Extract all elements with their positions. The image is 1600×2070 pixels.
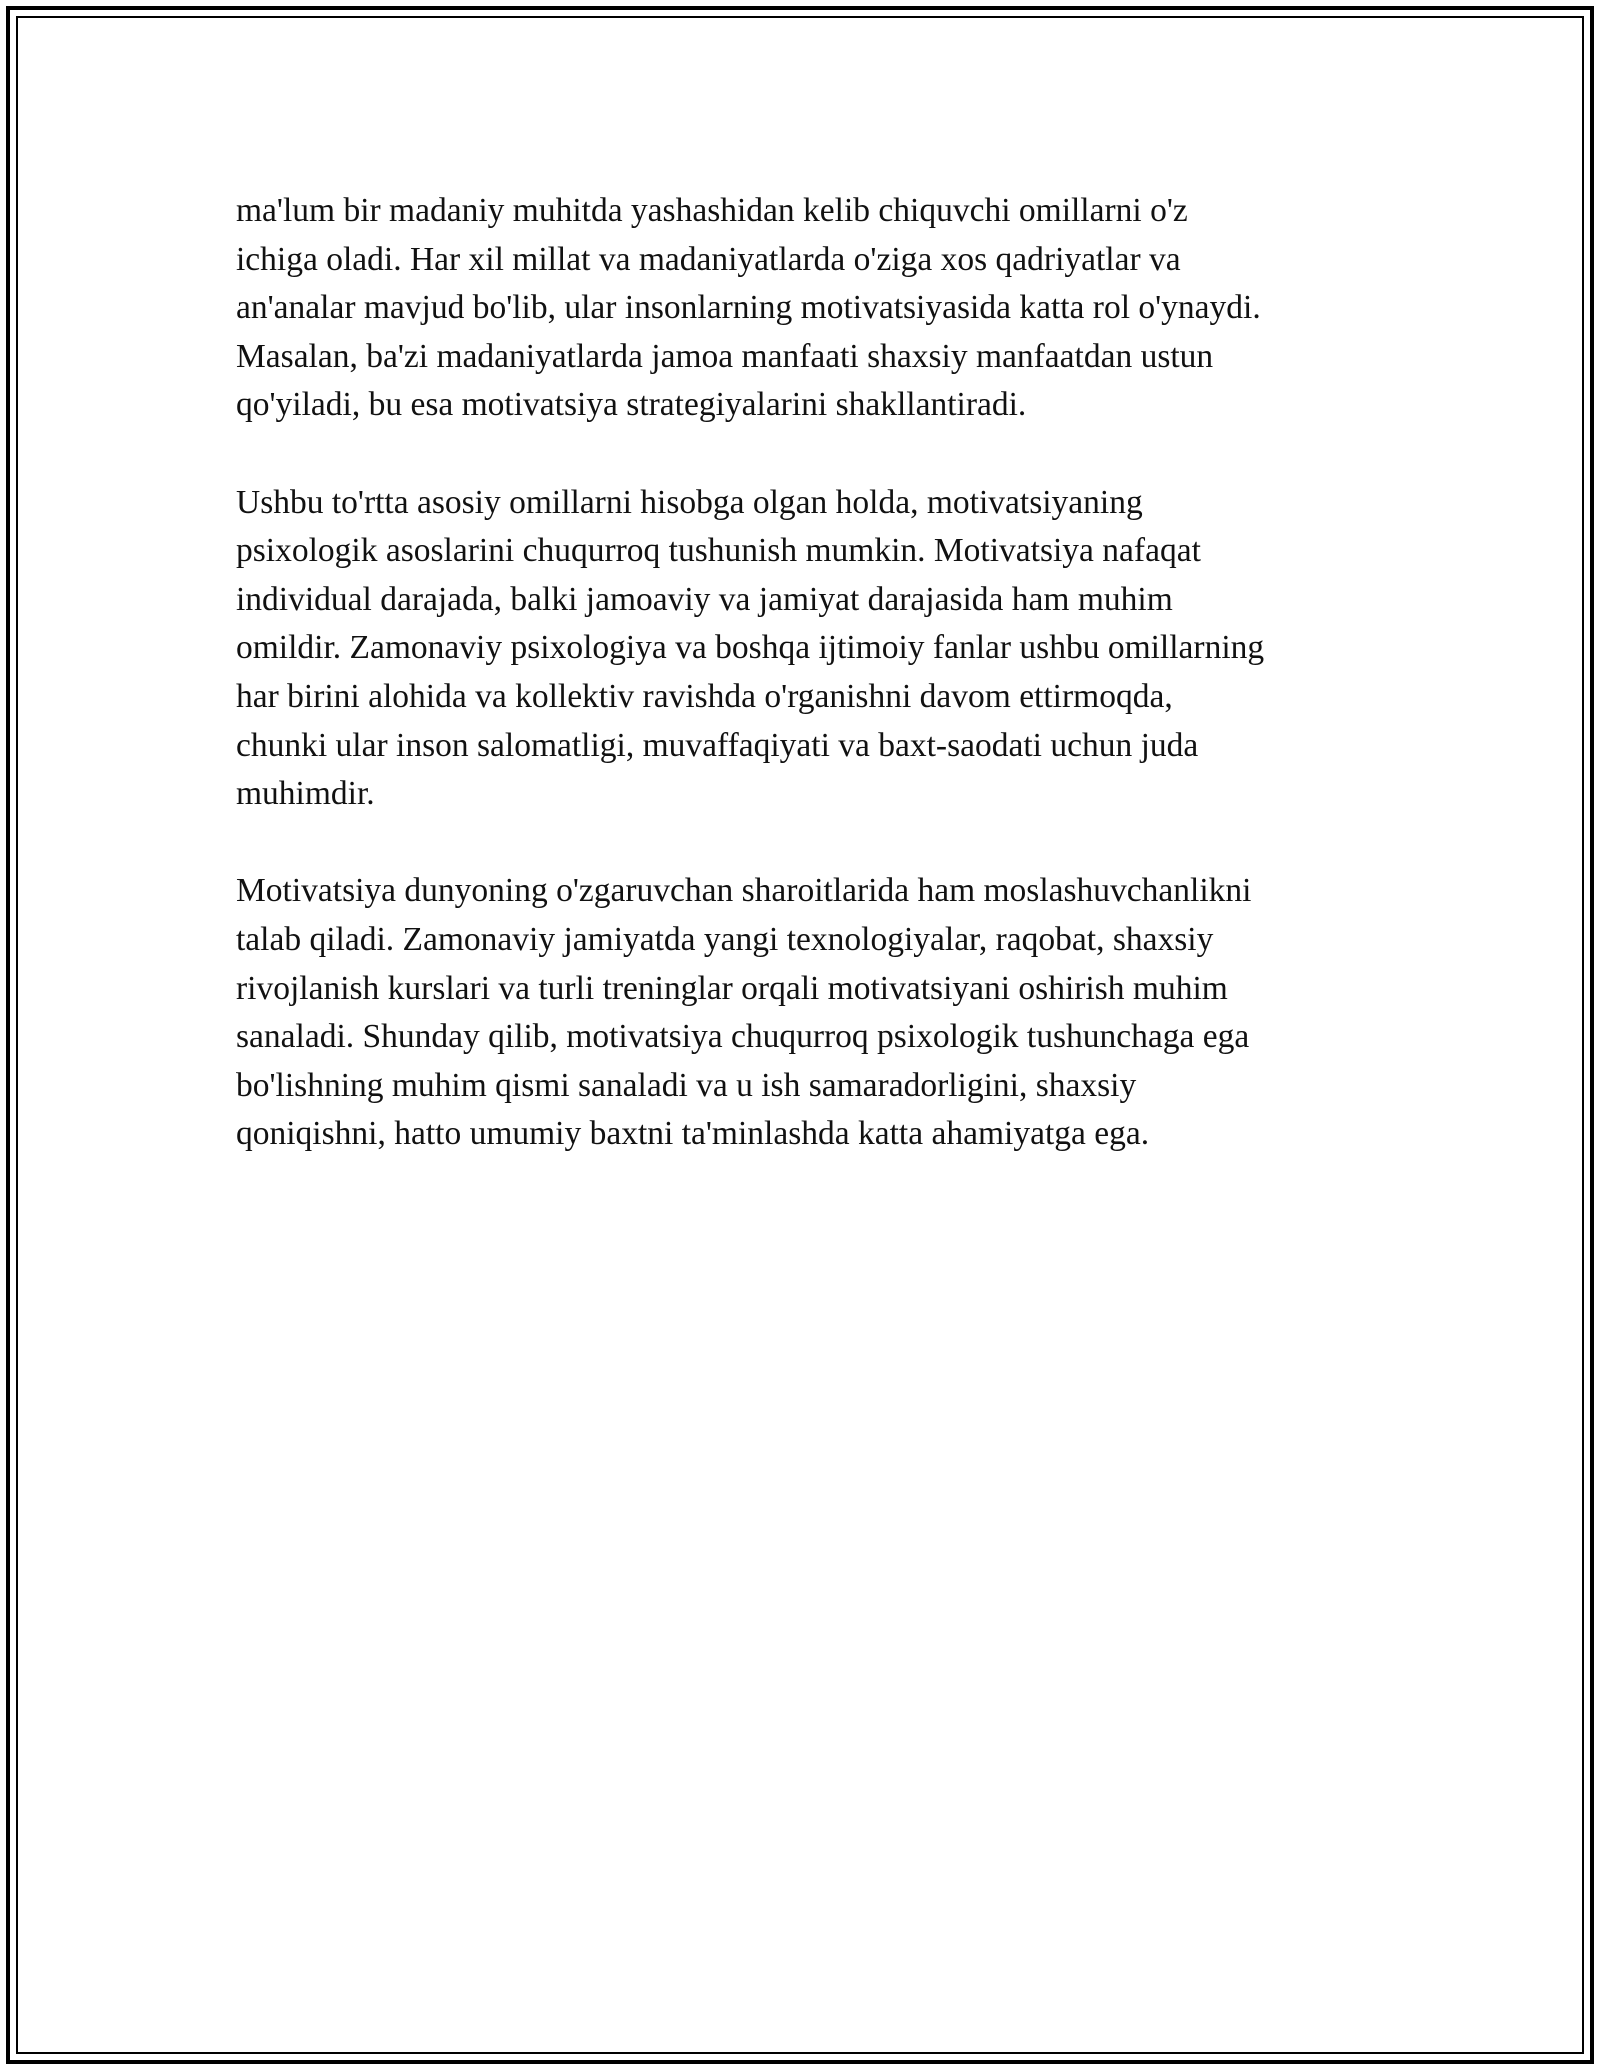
- paragraph-line: har birini alohida va kollektiv ravishda o'rganishni davom ettirmoqda,: [236, 677, 1173, 715]
- paragraph-line: psixologik asoslarini chuqurroq tushunish mumkin. Motivatsiya nafaqat: [236, 532, 1201, 570]
- paragraph-line: chunki ular inson salomatligi, muvaffaqiyati va baxt-saodati uchun juda: [236, 726, 1199, 764]
- paragraph-line: an'analar mavjud bo'lib, ular insonlarning motivatsiyasida katta rol o'ynaydi.: [236, 289, 1261, 327]
- paragraph-line: Masalan, ba'zi madaniyatlarda jamoa manfaati shaxsiy manfaatdan ustun: [236, 337, 1214, 375]
- document-body: [236, 187, 1376, 1207]
- paragraph-line: omildir. Zamonaviy psixologiya va boshqa ijtimoiy fanlar ushbu omillarning: [236, 629, 1265, 667]
- paragraph-2: [236, 479, 1376, 819]
- paragraph-line: Ushbu to'rtta asosiy omillarni hisobga olgan holda, motivatsiyaning: [236, 483, 1143, 521]
- paragraph-line: ma'lum bir madaniy muhitda yashashidan kelib chiquvchi omillarni o'z: [236, 192, 1188, 229]
- paragraph-line: talab qiladi. Zamonaviy jamiyatda yangi texnologiyalar, raqobat, shaxsiy: [236, 920, 1214, 958]
- paragraph-line: rivojlanish kurslari va turli treninglar orqali motivatsiyani oshirish muhim: [236, 969, 1228, 1007]
- paragraph-line: bo'lishning muhim qismi sanaladi va u ish samaradorligini, shaxsiy: [236, 1066, 1137, 1104]
- paragraph-line: ichiga oladi. Har xil millat va madaniyatlarda o'ziga xos qadriyatlar va: [236, 240, 1181, 278]
- paragraph-1: [236, 187, 1376, 430]
- paragraph-line: qoniqishni, hatto umumiy baxtni ta'minlashda katta ahamiyatga ega.: [236, 1115, 1150, 1153]
- paragraph-line: individual darajada, balki jamoaviy va jamiyat darajasida ham muhim: [236, 580, 1173, 618]
- paragraph-line: Motivatsiya dunyoning o'zgaruvchan sharoitlarida ham moslashuvchanlikni: [236, 872, 1252, 910]
- paragraph-line: qo'yiladi, bu esa motivatsiya strategiyalarini shakllantiradi.: [236, 386, 1027, 424]
- paragraph-3: [236, 867, 1376, 1159]
- paragraph-line: sanaladi. Shunday qilib, motivatsiya chuqurroq psixologik tushunchaga ega: [236, 1018, 1250, 1056]
- paragraph-line: muhimdir.: [236, 775, 375, 813]
